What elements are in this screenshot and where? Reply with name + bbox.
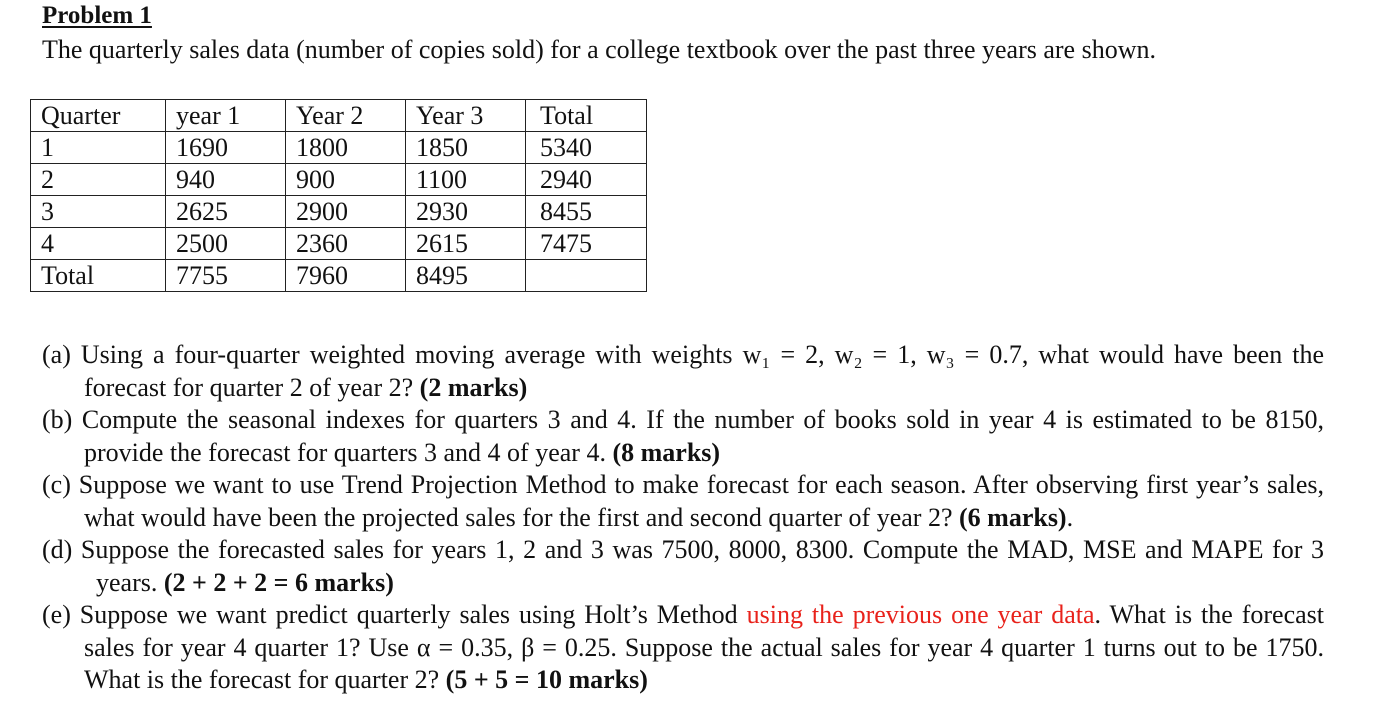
table-cell: 1800: [286, 132, 406, 164]
question-e-highlight: using the previous one year data: [746, 600, 1095, 629]
header-total: Total: [526, 100, 647, 132]
table-header-row: [31, 100, 647, 132]
header-quarter: Quarter: [31, 100, 166, 132]
table-cell-empty: [526, 260, 647, 292]
table-cell: 2625: [166, 196, 286, 228]
question-e-text-1: (e) Suppose we want predict quarterly sales using Holt’s Method: [42, 600, 738, 629]
table-cell: 7960: [286, 260, 406, 292]
table-cell: 2900: [286, 196, 406, 228]
table-cell: 2930: [406, 196, 526, 228]
question-e: [42, 599, 1324, 697]
question-d-text: (d) Suppose the forecasted sales for years 1, 2 and 3 was 7500, 8000, 8300. Compute the MAD, MSE and MAPE for 3 years.: [42, 535, 1324, 597]
table-cell: 5340: [526, 132, 647, 164]
table-cell: Total: [31, 260, 166, 292]
table-cell: 1850: [406, 132, 526, 164]
question-c: [42, 469, 1324, 534]
header-year-2: Year 2: [286, 100, 406, 132]
table-cell: 3: [31, 196, 166, 228]
table-cell: 2615: [406, 228, 526, 260]
question-c-text: (c) Suppose we want to use Trend Projection Method to make forecast for each season. After observing first year’s sales, what would have been the projected sales for the first and second quarter of year 2?: [42, 470, 1324, 532]
table-cell: 2: [31, 164, 166, 196]
header-year-1: year 1: [166, 100, 286, 132]
table-total-row: [31, 260, 647, 292]
problem-title: Problem 1: [42, 2, 152, 29]
table-cell: 4: [31, 228, 166, 260]
table-cell: 7475: [526, 228, 647, 260]
sales-table: [30, 99, 647, 292]
table-cell: 8495: [406, 260, 526, 292]
question-a-text: (a) Using a four-quarter weighted moving average with weights w₁ = 2, w₂ = 1, w₃ = 0.7, what would have been the forecast for quarter 2 of year 2?: [42, 340, 1324, 402]
header-year-3: Year 3: [406, 100, 526, 132]
question-b-marks: (8 marks): [612, 437, 721, 467]
table-row: [31, 132, 647, 164]
table-cell: 940: [166, 164, 286, 196]
table-cell: 2940: [526, 164, 647, 196]
table-row: [31, 164, 647, 196]
table-cell: 1100: [406, 164, 526, 196]
question-e-marks: (5 + 5 = 10 marks): [445, 665, 648, 694]
table-cell: 900: [286, 164, 406, 196]
question-a: [42, 339, 1324, 404]
question-c-marks: (6 marks): [959, 502, 1067, 532]
question-e-text-2: . What is the forecast sales for year 4 quarter 1? Use α = 0.35, β = 0.25. Suppose the actual sales for year 4 quarter 1 turns out to be 1750. What is the forecast for quarter 2?: [84, 600, 1325, 694]
table-cell: 1690: [166, 132, 286, 164]
question-b: [42, 404, 1324, 469]
table-cell: 8455: [526, 196, 647, 228]
table-row: [31, 196, 647, 228]
question-c-end: .: [1066, 502, 1074, 532]
table-row: [31, 228, 647, 260]
problem-intro: The quarterly sales data (number of copies sold) for a college textbook over the past three years are shown.: [42, 35, 1156, 64]
question-a-marks: (2 marks): [419, 372, 528, 402]
question-list: [42, 339, 1324, 697]
question-d-marks: (2 + 2 + 2 = 6 marks): [163, 567, 394, 597]
table-cell: 7755: [166, 260, 286, 292]
table-cell: 2360: [286, 228, 406, 260]
question-d: [42, 534, 1324, 599]
question-b-text: (b) Compute the seasonal indexes for quarters 3 and 4. If the number of books sold in year 4 is estimated to be 8150, provide the forecast for quarters 3 and 4 of year 4.: [42, 405, 1324, 467]
table-cell: 2500: [166, 228, 286, 260]
table-cell: 1: [31, 132, 166, 164]
